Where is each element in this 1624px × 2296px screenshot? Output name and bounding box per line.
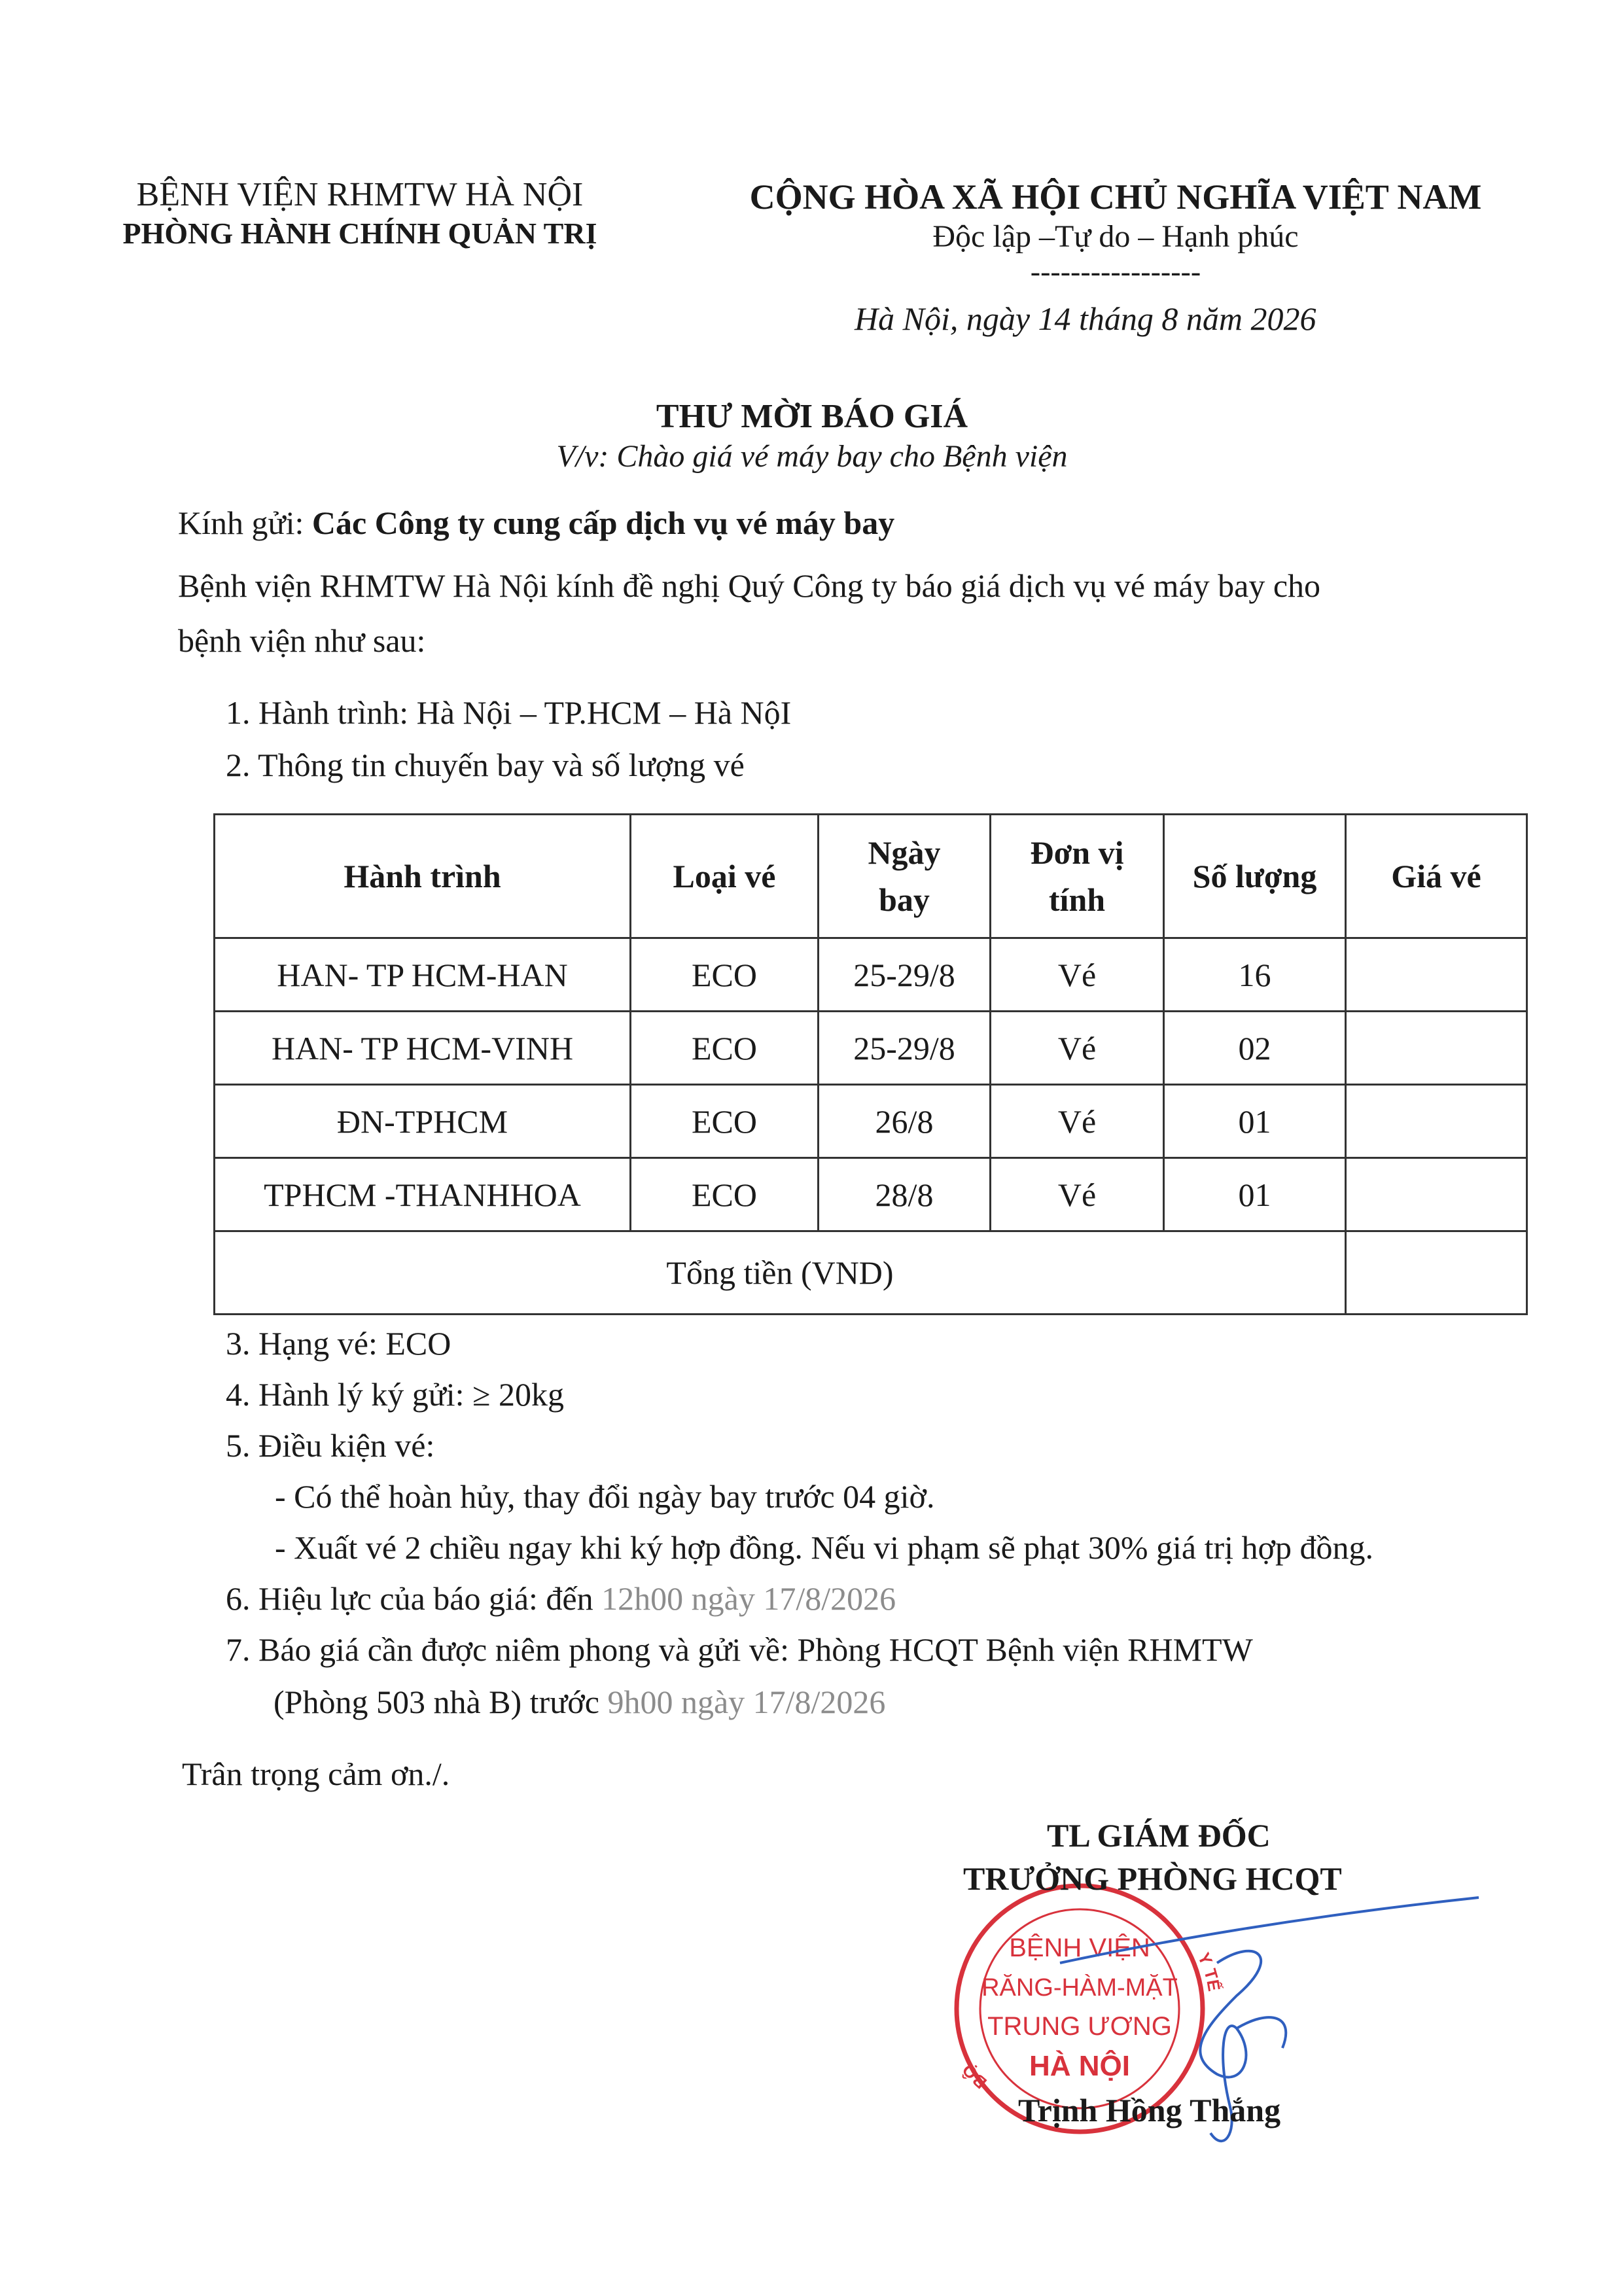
cell-price [1346,1012,1527,1085]
item-3: 3. Hạng vé: ECO [226,1325,451,1362]
org-name: BỆNH VIỆN RHMTW HÀ NỘI [136,176,584,213]
cell-ticket-type: ECO [631,1158,819,1231]
header-quantity: Số lượng [1164,815,1346,938]
item-5-condition-2: - Xuất vé 2 chiều ngay khi ký hợp đồng. Nếu vi phạm sẽ phạt 30% giá trị hợp đồng. [275,1529,1373,1566]
signature-title-2: TRƯỞNG PHÒNG HCQT [963,1860,1342,1897]
table-row [215,1085,1527,1158]
stamp-arc-right: Y TẾ [1193,1949,1225,1993]
salutation [178,504,894,542]
item-6 [226,1580,896,1617]
header-price: Giá vé [1346,815,1527,938]
signature-title-1: TL GIÁM ĐỐC [1047,1817,1271,1854]
table-row [215,1158,1527,1231]
cell-route: HAN- TP HCM-HAN [215,938,631,1012]
date-line: Hà Nội, ngày 14 tháng 8 năm 2026 [855,300,1316,337]
header-separator: ----------------- [1030,255,1201,288]
header-route: Hành trình [215,815,631,938]
cell-ticket-type: ECO [631,1085,819,1158]
cell-route: TPHCM -THANHHOA [215,1158,631,1231]
cell-ticket-type: ECO [631,1012,819,1085]
stamp-line-3: TRUNG ƯƠNG [987,2012,1172,2041]
org-department: PHÒNG HÀNH CHÍNH QUẢN TRỊ [122,217,597,250]
nation-motto: Độc lập –Tự do – Hạnh phúc [932,219,1299,254]
salutation-label: Kính gửi: [178,504,312,541]
cell-flight-date: 25-29/8 [819,1012,991,1085]
stamp-line-1: BỆNH VIỆN [1009,1934,1150,1962]
cell-price [1346,1158,1527,1231]
flight-table [213,813,1528,1315]
header-ticket-type: Loại vé [631,815,819,938]
intro-line-2: bệnh viện như sau: [178,622,426,659]
table-row [215,1012,1527,1085]
item-4: 4. Hành lý ký gửi: ≥ 20kg [226,1376,565,1413]
document-title: THƯ MỜI BÁO GIÁ [656,398,968,435]
item-5: 5. Điều kiện vé: [226,1427,435,1464]
document-subject: V/v: Chào giá vé máy bay cho Bệnh viện [556,439,1068,474]
cell-route: HAN- TP HCM-VINH [215,1012,631,1085]
signer-name: Trịnh Hồng Thắng [1018,2092,1281,2128]
table-header-row [215,815,1527,938]
total-value [1346,1231,1527,1315]
cell-price [1346,938,1527,1012]
intro-line-1: Bệnh viện RHMTW Hà Nội kính đề nghị Quý Công ty báo giá dịch vụ vé máy bay cho [178,567,1321,604]
salutation-recipient: Các Công ty cung cấp dịch vụ vé máy bay [311,504,895,541]
nation-title: CỘNG HÒA XÃ HỘI CHỦ NGHĨA VIỆT NAM [749,177,1482,217]
table-row [215,938,1527,1012]
item-2: 2. Thông tin chuyến bay và số lượng vé [226,747,745,783]
stamp-line-4: HÀ NỘI [1029,2050,1130,2082]
cell-flight-date: 26/8 [819,1085,991,1158]
cell-price [1346,1085,1527,1158]
cell-quantity: 01 [1164,1085,1346,1158]
cell-route: ĐN-TPHCM [215,1085,631,1158]
cell-flight-date: 25-29/8 [819,938,991,1012]
cell-flight-date: 28/8 [819,1158,991,1231]
closing-text: Trân trọng cảm ơn./. [182,1756,450,1792]
item-7: 7. Báo giá cần được niêm phong và gửi về: Phòng HCQT Bệnh viện RHMTW [226,1631,1253,1668]
cell-unit: Vé [991,1158,1164,1231]
cell-ticket-type: ECO [631,938,819,1012]
stamp-line-2: RĂNG-HÀM-MẶT [981,1974,1178,2002]
item-7-deadline: 9h00 ngày 17/8/2026 [607,1684,886,1720]
cell-quantity: 02 [1164,1012,1346,1085]
cell-unit: Vé [991,1012,1164,1085]
total-label: Tổng tiền (VND) [215,1231,1346,1315]
header-unit: Đơn vị tính [991,815,1164,938]
item-6-text: 6. Hiệu lực của báo giá: đến [226,1580,602,1617]
item-5-condition-1: - Có thể hoàn hủy, thay đổi ngày bay trước 04 giờ. [275,1478,935,1515]
stamp-arc-left: BỘ [958,2060,991,2093]
item-7-text: (Phòng 503 nhà B) trước [274,1684,608,1720]
cell-quantity: 16 [1164,938,1346,1012]
table-total-row [215,1231,1527,1315]
cell-quantity: 01 [1164,1158,1346,1231]
header-flight-date: Ngày bay [819,815,991,938]
item-1: 1. Hành trình: Hà Nội – TP.HCM – Hà NộI [226,694,792,731]
cell-unit: Vé [991,1085,1164,1158]
item-6-deadline: 12h00 ngày 17/8/2026 [601,1580,896,1617]
cell-unit: Vé [991,938,1164,1012]
item-7-continued [274,1683,885,1721]
